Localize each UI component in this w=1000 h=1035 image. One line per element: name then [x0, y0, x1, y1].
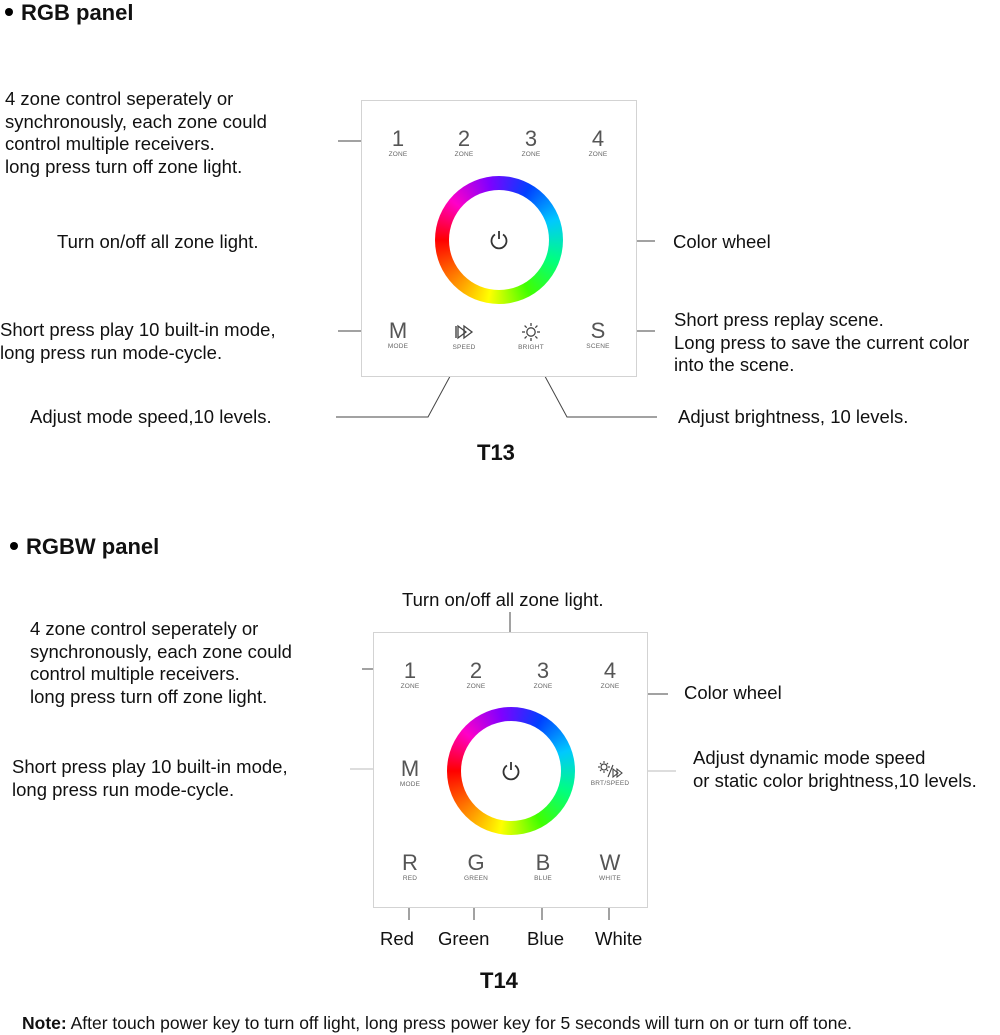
zone-1-key[interactable]	[368, 127, 428, 159]
zone-number: 4	[603, 658, 617, 683]
zone-3-key[interactable]	[513, 659, 573, 691]
zone-2-key[interactable]	[434, 127, 494, 159]
annotation-line: Adjust dynamic mode speed	[693, 747, 926, 768]
zone-label: ZONE	[388, 151, 408, 158]
red-label: RED	[402, 875, 418, 882]
blue-letter: B	[535, 850, 551, 875]
note-label: Note:	[22, 1013, 67, 1033]
rgbw-heading-text: RGBW panel	[26, 534, 160, 559]
color-wheel[interactable]	[435, 176, 563, 304]
zone-label: ZONE	[454, 151, 474, 158]
annotation-line: Short press replay scene.	[674, 309, 884, 330]
rgbw-heading	[10, 534, 159, 560]
rgb-zone-annotation	[5, 88, 267, 178]
rgbw-model-label: T14	[480, 968, 518, 993]
zone-number: 1	[403, 658, 417, 683]
bullet-icon	[10, 542, 18, 550]
rgb-panel	[361, 100, 637, 377]
brt-speed-key[interactable]	[580, 757, 640, 788]
green-letter: G	[467, 850, 485, 875]
zone-4-key[interactable]	[568, 127, 628, 159]
annotation-line: control multiple receivers.	[30, 663, 240, 684]
green-key[interactable]	[446, 851, 506, 883]
rgbw-brtspeed-annotation	[693, 747, 977, 792]
annotation-line: long press turn off zone light.	[5, 155, 243, 177]
scene-label: SCENE	[586, 343, 610, 350]
brt-speed-label: BRT/SPEED	[590, 780, 630, 787]
rgb-model-label: T13	[477, 440, 515, 465]
annotation-line: long press run mode-cycle.	[0, 341, 223, 363]
annotation-line: control multiple receivers.	[5, 133, 215, 154]
bullet-icon	[5, 8, 13, 16]
blue-key[interactable]	[513, 851, 573, 883]
zone-label: ZONE	[466, 683, 486, 690]
white-label: WHITE	[599, 875, 621, 882]
rgbw-mode-annotation	[12, 756, 288, 801]
zone-number: 4	[591, 126, 605, 151]
rgb-heading-text: RGB panel	[21, 0, 134, 25]
rgb-mode-annotation	[0, 319, 276, 364]
rgbw-panel	[373, 632, 648, 908]
annotation-line: synchronously, each zone could	[30, 640, 292, 662]
rgb-bright-annotation: Adjust brightness, 10 levels.	[678, 406, 909, 427]
annotation-line: or static color brightness,10 levels.	[693, 769, 977, 791]
annotation-line: 4 zone control seperately or	[5, 88, 234, 109]
mode-letter: M	[400, 756, 420, 781]
zone-number: 2	[469, 658, 483, 683]
power-icon[interactable]	[488, 229, 510, 251]
zone-number: 1	[391, 126, 405, 151]
white-key[interactable]	[580, 851, 640, 883]
bright-key[interactable]	[501, 319, 561, 352]
zone-label: ZONE	[400, 683, 420, 690]
rgbw-wheel-annotation: Color wheel	[684, 682, 782, 703]
sun-bright-icon	[520, 322, 542, 342]
annotation-line: Long press to save the current color	[674, 331, 970, 353]
rgbw-zone-annotation	[30, 618, 292, 708]
mode-letter: M	[388, 318, 408, 343]
annotation-line: long press run mode-cycle.	[12, 778, 235, 800]
red-caption: Red	[380, 928, 414, 949]
annotation-line: long press turn off zone light.	[30, 685, 268, 707]
zone-label: ZONE	[588, 151, 608, 158]
mode-key[interactable]	[368, 319, 428, 351]
mode-key[interactable]	[380, 757, 440, 789]
white-caption: White	[595, 928, 643, 949]
red-letter: R	[402, 850, 418, 875]
zone-1-key[interactable]	[380, 659, 440, 691]
zone-label: ZONE	[533, 683, 553, 690]
zone-3-key[interactable]	[501, 127, 561, 159]
color-wheel[interactable]	[447, 707, 575, 835]
zone-2-key[interactable]	[446, 659, 506, 691]
mode-label: MODE	[387, 343, 409, 350]
annotation-line: 4 zone control seperately or	[30, 618, 259, 639]
power-icon[interactable]	[500, 760, 522, 782]
rgb-heading	[5, 0, 133, 26]
mode-label: MODE	[399, 781, 421, 788]
green-label: GREEN	[463, 875, 489, 882]
rgb-wheel-annotation: Color wheel	[673, 231, 771, 252]
zone-4-key[interactable]	[580, 659, 640, 691]
zone-label: ZONE	[600, 683, 620, 690]
rgb-speed-annotation: Adjust mode speed,10 levels.	[30, 406, 272, 427]
annotation-line: Short press play 10 built-in mode,	[0, 319, 276, 340]
scene-key[interactable]	[568, 319, 628, 351]
green-caption: Green	[438, 928, 490, 949]
zone-number: 3	[524, 126, 538, 151]
scene-letter: S	[590, 318, 606, 343]
rgb-power-annotation: Turn on/off all zone light.	[57, 231, 259, 252]
speed-label: SPEED	[452, 344, 476, 351]
sun-speed-icon	[596, 760, 624, 780]
rgb-scene-annotation	[674, 309, 969, 377]
rgbw-power-annotation: Turn on/off all zone light.	[402, 589, 604, 610]
annotation-line: synchronously, each zone could	[5, 110, 267, 132]
bright-label: BRIGHT	[518, 344, 544, 351]
note-text: After touch power key to turn off light, long press power key for 5 seconds will turn on or turn off tone.	[66, 1013, 853, 1033]
red-key[interactable]	[380, 851, 440, 883]
blue-caption: Blue	[527, 928, 565, 949]
blue-label: BLUE	[534, 875, 552, 882]
annotation-line: into the scene.	[674, 354, 795, 375]
footer-note	[22, 1013, 852, 1034]
play-speed-icon	[453, 322, 475, 342]
white-letter: W	[599, 850, 621, 875]
annotation-line: Short press play 10 built-in mode,	[12, 756, 288, 777]
zone-label: ZONE	[521, 151, 541, 158]
speed-key[interactable]	[434, 319, 494, 352]
zone-number: 2	[457, 126, 471, 151]
zone-number: 3	[536, 658, 550, 683]
